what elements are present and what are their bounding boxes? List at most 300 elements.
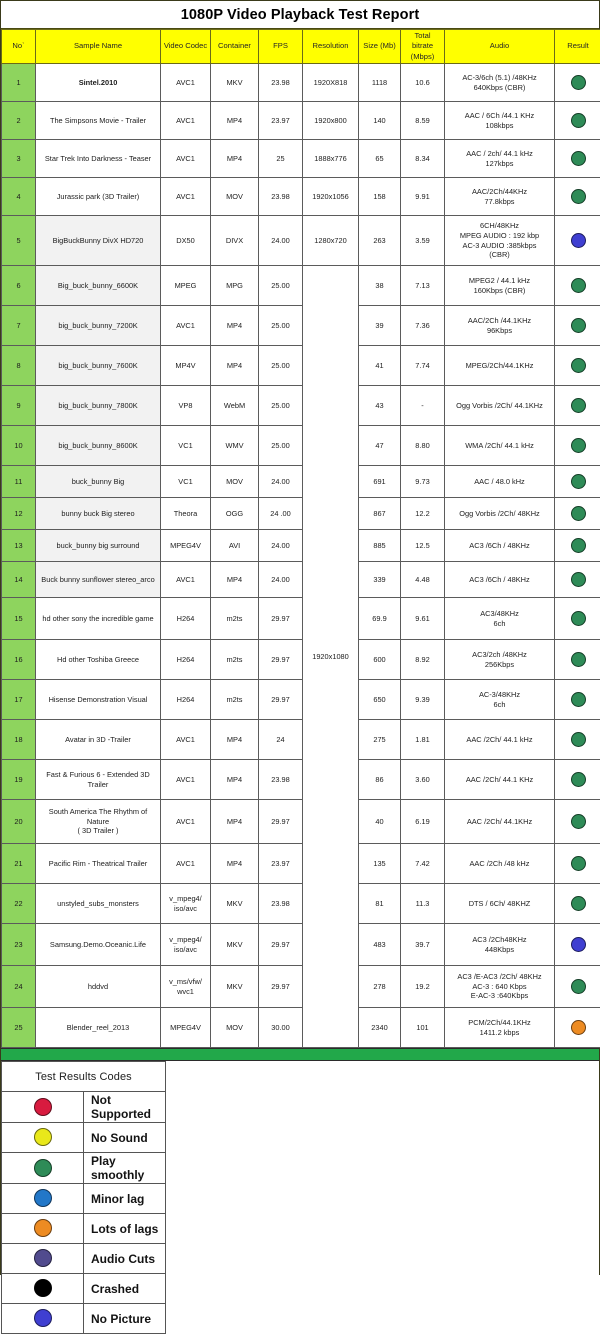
frame-rate: 24 .00: [259, 498, 303, 530]
file-size: 339: [359, 562, 401, 598]
legend-item: [2, 1304, 166, 1334]
legend-status-dot-lots-of-lags: [34, 1219, 52, 1237]
legend-body: [2, 1062, 166, 1334]
file-size: 263: [359, 216, 401, 266]
total-bitrate: 9.39: [401, 680, 445, 720]
video-codec: AVC1: [161, 140, 211, 178]
total-bitrate: 101: [401, 1008, 445, 1048]
container-format: MP4: [211, 306, 259, 346]
container-format: MP4: [211, 562, 259, 598]
audio-info: AAC /2Ch/ 44.1KHz: [445, 800, 555, 844]
table-row: [2, 720, 600, 760]
total-bitrate: 9.61: [401, 598, 445, 640]
col-header-size: [359, 30, 401, 64]
col-header-container: Container: [211, 30, 259, 64]
row-number: 16: [2, 640, 36, 680]
frame-rate: 29.97: [259, 680, 303, 720]
legend-title-row: [2, 1062, 166, 1092]
video-codec: AVC1: [161, 720, 211, 760]
legend-item: [2, 1214, 166, 1244]
legend-status-dot-no-sound: [34, 1128, 52, 1146]
video-codec: Theora: [161, 498, 211, 530]
total-bitrate: 39.7: [401, 924, 445, 966]
row-number: 17: [2, 680, 36, 720]
video-codec: AVC1: [161, 64, 211, 102]
row-number: 11: [2, 466, 36, 498]
container-format: AVI: [211, 530, 259, 562]
table-row: [2, 266, 600, 306]
total-bitrate: 7.36: [401, 306, 445, 346]
container-format: DIVX: [211, 216, 259, 266]
frame-rate: 25.00: [259, 306, 303, 346]
video-codec: v_ms/vfw/ wvc1: [161, 966, 211, 1008]
row-number: 7: [2, 306, 36, 346]
frame-rate: 29.97: [259, 640, 303, 680]
col-header-resolution: Resolution: [303, 30, 359, 64]
result-status-dot-play-smoothly: [571, 151, 586, 166]
result-cell: [555, 640, 600, 680]
file-size: 135: [359, 844, 401, 884]
frame-rate: 29.97: [259, 966, 303, 1008]
audio-info: DTS / 6Ch/ 48KHZ: [445, 884, 555, 924]
video-codec: DX50: [161, 216, 211, 266]
legend-label-no-sound: No Sound: [84, 1123, 166, 1153]
resolution: 1920x1056: [303, 178, 359, 216]
file-size: 47: [359, 426, 401, 466]
video-codec: H264: [161, 680, 211, 720]
resolution: 1920x800: [303, 102, 359, 140]
table-row: [2, 844, 600, 884]
col-header-bitrate: [401, 30, 445, 64]
result-status-dot-play-smoothly: [571, 856, 586, 871]
frame-rate: 29.97: [259, 924, 303, 966]
row-number: 6: [2, 266, 36, 306]
result-status-dot-no-picture: [571, 233, 586, 248]
sample-name: Pacific Rim - Theatrical Trailer: [36, 844, 161, 884]
result-cell: [555, 966, 600, 1008]
video-codec: MPEG4V: [161, 1008, 211, 1048]
audio-info: PCM/2Ch/44.1KHz 1411.2 kbps: [445, 1008, 555, 1048]
legend-item: [2, 1123, 166, 1153]
legend-section: [1, 1061, 599, 1334]
frame-rate: 29.97: [259, 598, 303, 640]
result-status-dot-play-smoothly: [571, 611, 586, 626]
container-format: WMV: [211, 426, 259, 466]
file-size: 1118: [359, 64, 401, 102]
frame-rate: 23.98: [259, 64, 303, 102]
resolution: 1280x720: [303, 216, 359, 266]
result-cell: [555, 884, 600, 924]
col-header-no: No`: [2, 30, 36, 64]
table-row: [2, 426, 600, 466]
sample-name: buck_bunny Big: [36, 466, 161, 498]
audio-info: AC-3/6ch (5.1) /48KHz 640Kbps (CBR): [445, 64, 555, 102]
result-cell: [555, 346, 600, 386]
video-codec: AVC1: [161, 760, 211, 800]
result-cell: [555, 498, 600, 530]
row-number: 24: [2, 966, 36, 1008]
container-format: MP4: [211, 800, 259, 844]
video-codec: AVC1: [161, 800, 211, 844]
audio-info: AAC / 48.0 kHz: [445, 466, 555, 498]
file-size: 39: [359, 306, 401, 346]
col-header-result: Result: [555, 30, 600, 64]
sample-name: buck_bunny big surround: [36, 530, 161, 562]
file-size: 650: [359, 680, 401, 720]
table-row: [2, 64, 600, 102]
header-row: [2, 30, 600, 64]
audio-info: AAC / 6Ch /44.1 KHz 108kbps: [445, 102, 555, 140]
result-status-dot-play-smoothly: [571, 278, 586, 293]
col-header-codec-label: Video Codec: [164, 41, 207, 50]
file-size: 81: [359, 884, 401, 924]
file-size: 2340: [359, 1008, 401, 1048]
audio-info: AC3 /6Ch / 48KHz: [445, 530, 555, 562]
total-bitrate: 7.74: [401, 346, 445, 386]
col-header-codec: [161, 30, 211, 64]
total-bitrate: -: [401, 386, 445, 426]
row-number: 13: [2, 530, 36, 562]
file-size: 86: [359, 760, 401, 800]
audio-info: 6CH/48KHz MPEG AUDIO : 192 kbp AC-3 AUDIO :385kbps (CBR): [445, 216, 555, 266]
container-format: MKV: [211, 884, 259, 924]
sample-name: Hd other Toshiba Greece: [36, 640, 161, 680]
table-row: [2, 562, 600, 598]
frame-rate: 23.97: [259, 102, 303, 140]
legend-dot-cell: [2, 1214, 84, 1244]
legend-label-not-supported: Not Supported: [84, 1092, 166, 1123]
frame-rate: 23.98: [259, 178, 303, 216]
sample-name: South America The Rhythm of Nature ( 3D Trailer ): [36, 800, 161, 844]
file-size: 69.9: [359, 598, 401, 640]
frame-rate: 23.97: [259, 844, 303, 884]
file-size: 158: [359, 178, 401, 216]
result-cell: [555, 844, 600, 884]
result-cell: [555, 466, 600, 498]
table-row: [2, 760, 600, 800]
video-codec: MPEG4V: [161, 530, 211, 562]
table-row: [2, 598, 600, 640]
container-format: MOV: [211, 178, 259, 216]
frame-rate: 24.00: [259, 216, 303, 266]
row-number: 18: [2, 720, 36, 760]
total-bitrate: 6.19: [401, 800, 445, 844]
file-size: 867: [359, 498, 401, 530]
result-status-dot-play-smoothly: [571, 772, 586, 787]
total-bitrate: 8.92: [401, 640, 445, 680]
result-status-dot-lots-of-lags: [571, 1020, 586, 1035]
frame-rate: 23.98: [259, 760, 303, 800]
file-size: 885: [359, 530, 401, 562]
container-format: MP4: [211, 346, 259, 386]
audio-info: MPEG/2Ch/44.1KHz: [445, 346, 555, 386]
row-number: 25: [2, 1008, 36, 1048]
file-size: 483: [359, 924, 401, 966]
table-row: [2, 966, 600, 1008]
audio-info: AAC/2Ch /44.1KHz 96Kbps: [445, 306, 555, 346]
legend-dot-cell: [2, 1123, 84, 1153]
file-size: 140: [359, 102, 401, 140]
result-cell: [555, 216, 600, 266]
sample-name: Big_buck_bunny_6600K: [36, 266, 161, 306]
video-codec: AVC1: [161, 102, 211, 140]
audio-info: AC-3/48KHz 6ch: [445, 680, 555, 720]
result-status-dot-play-smoothly: [571, 732, 586, 747]
result-status-dot-play-smoothly: [571, 652, 586, 667]
frame-rate: 25.00: [259, 266, 303, 306]
table-row: [2, 386, 600, 426]
sample-name: hddvd: [36, 966, 161, 1008]
legend-status-dot-minor-lag: [34, 1189, 52, 1207]
result-status-dot-play-smoothly: [571, 572, 586, 587]
result-cell: [555, 140, 600, 178]
result-cell: [555, 306, 600, 346]
legend-status-dot-play-smoothly: [34, 1159, 52, 1177]
result-cell: [555, 530, 600, 562]
row-number: 10: [2, 426, 36, 466]
file-size: 278: [359, 966, 401, 1008]
result-status-dot-play-smoothly: [571, 189, 586, 204]
total-bitrate: 1.81: [401, 720, 445, 760]
sample-name: Fast & Furious 6 - Extended 3D Trailer: [36, 760, 161, 800]
frame-rate: 24: [259, 720, 303, 760]
file-size: 275: [359, 720, 401, 760]
sample-name: big_buck_bunny_7600K: [36, 346, 161, 386]
result-cell: [555, 800, 600, 844]
audio-info: AAC /2Ch/ 44.1 KHz: [445, 760, 555, 800]
table-row: [2, 924, 600, 966]
file-size: 65: [359, 140, 401, 178]
result-status-dot-play-smoothly: [571, 438, 586, 453]
frame-rate: 25.00: [259, 346, 303, 386]
result-cell: [555, 178, 600, 216]
total-bitrate: 9.73: [401, 466, 445, 498]
audio-info: AC3 /E-AC3 /2Ch/ 48KHz AC-3 : 640 Kbps E-AC-3 :640Kbps: [445, 966, 555, 1008]
table-row: [2, 306, 600, 346]
page-title: 1080P Video Playback Test Report: [181, 7, 420, 23]
legend-status-dot-audio-cuts: [34, 1249, 52, 1267]
result-status-dot-play-smoothly: [571, 692, 586, 707]
table-row: [2, 102, 600, 140]
file-size: 40: [359, 800, 401, 844]
result-status-dot-play-smoothly: [571, 398, 586, 413]
video-codec: H264: [161, 598, 211, 640]
row-number: 19: [2, 760, 36, 800]
audio-info: WMA /2Ch/ 44.1 kHz: [445, 426, 555, 466]
row-number: 14: [2, 562, 36, 598]
total-bitrate: 7.42: [401, 844, 445, 884]
container-format: m2ts: [211, 680, 259, 720]
sample-name: Sintel.2010: [36, 64, 161, 102]
audio-info: AAC /2Ch/ 44.1 kHz: [445, 720, 555, 760]
container-format: m2ts: [211, 640, 259, 680]
table-row: [2, 640, 600, 680]
container-format: MPG: [211, 266, 259, 306]
table-row: [2, 178, 600, 216]
legend-title: Test Results Codes: [2, 1062, 166, 1092]
total-bitrate: 19.2: [401, 966, 445, 1008]
frame-rate: 24.00: [259, 562, 303, 598]
frame-rate: 25.00: [259, 386, 303, 426]
legend-label-audio-cuts: Audio Cuts: [84, 1244, 166, 1274]
sample-name: hd other sony the incredible game: [36, 598, 161, 640]
sample-name: Buck bunny sunflower stereo_arco: [36, 562, 161, 598]
total-bitrate: 8.59: [401, 102, 445, 140]
result-status-dot-play-smoothly: [571, 896, 586, 911]
table-row: [2, 346, 600, 386]
col-header-size-label: Size (Mb): [363, 41, 396, 50]
resolution: 1920X818: [303, 64, 359, 102]
sample-name: big_buck_bunny_8600K: [36, 426, 161, 466]
row-number: 23: [2, 924, 36, 966]
legend-status-dot-crashed: [34, 1279, 52, 1297]
sample-name: Hisense Demonstration Visual: [36, 680, 161, 720]
frame-rate: 25.00: [259, 426, 303, 466]
total-bitrate: 10.6: [401, 64, 445, 102]
result-status-dot-play-smoothly: [571, 75, 586, 90]
section-divider-bar: [1, 1048, 599, 1061]
container-format: WebM: [211, 386, 259, 426]
sample-name: bunny buck Big stereo: [36, 498, 161, 530]
video-codec: AVC1: [161, 178, 211, 216]
total-bitrate: 12.2: [401, 498, 445, 530]
result-cell: [555, 102, 600, 140]
sample-name: unstyled_subs_monsters: [36, 884, 161, 924]
video-codec: v_mpeg4/ iso/avc: [161, 924, 211, 966]
result-cell: [555, 760, 600, 800]
sample-name: big_buck_bunny_7200K: [36, 306, 161, 346]
legend-item: [2, 1153, 166, 1184]
video-codec: AVC1: [161, 844, 211, 884]
video-codec: VC1: [161, 426, 211, 466]
result-cell: [555, 562, 600, 598]
table-row: [2, 498, 600, 530]
playback-test-table: [1, 29, 600, 1048]
table-header: [2, 30, 600, 64]
audio-info: AC3/2ch /48KHz 256Kbps: [445, 640, 555, 680]
legend-label-play-smoothly: Play smoothly: [84, 1153, 166, 1184]
row-number: 15: [2, 598, 36, 640]
frame-rate: 29.97: [259, 800, 303, 844]
video-codec: v_mpeg4/ iso/avc: [161, 884, 211, 924]
table-row: [2, 1008, 600, 1048]
legend-item: [2, 1244, 166, 1274]
total-bitrate: 8.80: [401, 426, 445, 466]
legend-dot-cell: [2, 1153, 84, 1184]
container-format: MP4: [211, 140, 259, 178]
row-number: 2: [2, 102, 36, 140]
file-size: 38: [359, 266, 401, 306]
result-cell: [555, 386, 600, 426]
container-format: MP4: [211, 760, 259, 800]
result-cell: [555, 426, 600, 466]
row-number: 1: [2, 64, 36, 102]
result-status-dot-play-smoothly: [571, 474, 586, 489]
video-codec: VP8: [161, 386, 211, 426]
container-format: MKV: [211, 924, 259, 966]
frame-rate: 24.00: [259, 466, 303, 498]
total-bitrate: 4.48: [401, 562, 445, 598]
sample-name: big_buck_bunny_7800K: [36, 386, 161, 426]
audio-info: AAC /2Ch /48 kHz: [445, 844, 555, 884]
result-cell: [555, 64, 600, 102]
frame-rate: 24.00: [259, 530, 303, 562]
audio-info: AC3 /2Ch48KHz 448Kbps: [445, 924, 555, 966]
video-codec: VC1: [161, 466, 211, 498]
col-header-fps: FPS: [259, 30, 303, 64]
video-codec: AVC1: [161, 306, 211, 346]
file-size: 691: [359, 466, 401, 498]
audio-info: AAC / 2ch/ 44.1 kHz 127kbps: [445, 140, 555, 178]
container-format: MKV: [211, 966, 259, 1008]
total-bitrate: 8.34: [401, 140, 445, 178]
result-cell: [555, 598, 600, 640]
container-format: MOV: [211, 466, 259, 498]
total-bitrate: 11.3: [401, 884, 445, 924]
legend-dot-cell: [2, 1092, 84, 1123]
sample-name: The Simpsons Movie - Trailer: [36, 102, 161, 140]
table-row: [2, 800, 600, 844]
video-codec: MPEG: [161, 266, 211, 306]
total-bitrate: 3.59: [401, 216, 445, 266]
total-bitrate: 7.13: [401, 266, 445, 306]
file-size: 43: [359, 386, 401, 426]
legend-item: [2, 1184, 166, 1214]
legend-dot-cell: [2, 1304, 84, 1334]
row-number: 20: [2, 800, 36, 844]
legend-label-minor-lag: Minor lag: [84, 1184, 166, 1214]
sample-name: Blender_reel_2013: [36, 1008, 161, 1048]
col-header-bitrate-label: Total bitrate (Mbps): [411, 31, 435, 60]
file-size: 600: [359, 640, 401, 680]
resolution-merged: 1920x1080: [303, 266, 359, 1048]
table-body: [2, 64, 600, 1048]
frame-rate: 25: [259, 140, 303, 178]
legend-dot-cell: [2, 1274, 84, 1304]
container-format: m2ts: [211, 598, 259, 640]
audio-info: AAC/2Ch/44KHz 77.8kbps: [445, 178, 555, 216]
result-cell: [555, 924, 600, 966]
legend-label-lots-of-lags: Lots of lags: [84, 1214, 166, 1244]
table-row: [2, 884, 600, 924]
result-status-dot-play-smoothly: [571, 979, 586, 994]
audio-info: Ogg Vorbis /2Ch/ 48KHz: [445, 498, 555, 530]
audio-info: AC3/48KHz 6ch: [445, 598, 555, 640]
table-row: [2, 680, 600, 720]
row-number: 4: [2, 178, 36, 216]
row-number: 22: [2, 884, 36, 924]
result-cell: [555, 1008, 600, 1048]
row-number: 9: [2, 386, 36, 426]
audio-info: MPEG2 / 44.1 kHz 160Kbps (CBR): [445, 266, 555, 306]
table-row: [2, 140, 600, 178]
resolution: 1888x776: [303, 140, 359, 178]
legend-status-dot-no-picture: [34, 1309, 52, 1327]
container-format: OGG: [211, 498, 259, 530]
audio-info: AC3 /6Ch / 48KHz: [445, 562, 555, 598]
legend-label-no-picture: No Picture: [84, 1304, 166, 1334]
legend-item: [2, 1274, 166, 1304]
row-number: 3: [2, 140, 36, 178]
col-header-audio: Audio: [445, 30, 555, 64]
container-format: MP4: [211, 102, 259, 140]
legend-dot-cell: [2, 1244, 84, 1274]
total-bitrate: 3.60: [401, 760, 445, 800]
col-header-name: Sample Name: [36, 30, 161, 64]
report-title-bar: [1, 1, 599, 29]
result-status-dot-no-picture: [571, 937, 586, 952]
result-cell: [555, 680, 600, 720]
